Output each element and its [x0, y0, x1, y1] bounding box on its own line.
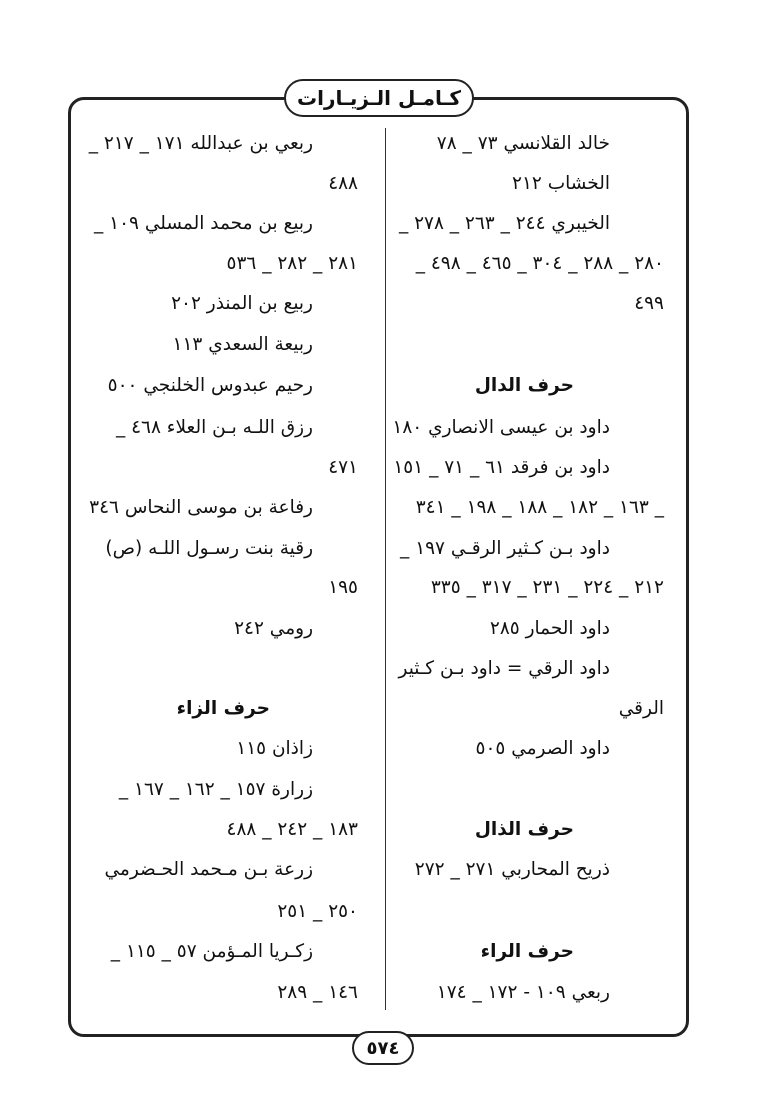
index-entry: زرعة بـن مـحمد الحـضرمي: [104, 859, 313, 880]
index-entry: الخيبري ٢٤٤ _ ٢٦٣ _ ٢٧٨ _: [398, 213, 610, 234]
index-entry-continuation: الرقي: [618, 698, 664, 719]
page-number-badge: [352, 1031, 414, 1065]
index-entry: داود بن فرقد ٦١ _ ٧١ _ ١٥١: [393, 457, 610, 478]
index-entry-continuation: ٢٨٠ _ ٢٨٨ _ ٣٠٤ _ ٤٦٥ _ ٤٩٨ _: [415, 253, 664, 274]
index-entry: ربيع بن محمد المسلي ١٠٩ _: [94, 213, 313, 234]
index-entry-continuation: ٤٧١: [328, 457, 358, 478]
index-entry-continuation: _ ١٦٣ _ ١٨٢ _ ١٨٨ _ ١٩٨ _ ٣٤١: [415, 497, 664, 518]
index-entry: رزق اللـه بـن العلاء ٤٦٨ _: [115, 417, 313, 438]
page-frame: [68, 97, 689, 1037]
index-entry: الخشاب ٢١٢: [512, 173, 610, 194]
index-entry: زرارة ١٥٧ _ ١٦٢ _ ١٦٧ _: [118, 779, 313, 800]
section-heading-dhal: حرف الذال: [474, 819, 574, 840]
index-entry-continuation: ٢٥٠ _ ٢٥١: [277, 901, 358, 922]
section-heading-dal: حرف الدال: [474, 375, 574, 396]
index-entry-continuation: ١٩٥: [328, 577, 358, 598]
index-entry-continuation: ١٨٣ _ ٢٤٢ _ ٤٨٨: [226, 819, 358, 840]
index-entry: خالد القلانسي ٧٣ _ ٧٨: [436, 133, 610, 154]
index-entry: داود بـن كـثير الرقـي ١٩٧ _: [400, 538, 610, 559]
index-entry: ربيع بن المنذر ٢٠٢: [171, 293, 313, 314]
index-entry-continuation: ٢١٢ _ ٢٢٤ _ ٢٣١ _ ٣١٧ _ ٣٣٥: [430, 577, 664, 598]
index-entry-continuation: ١٤٦ _ ٢٨٩: [277, 982, 358, 1003]
index-entry-continuation: ٤٩٩: [634, 293, 664, 314]
index-entry: رحيم عبدوس الخلنجي ٥٠٠: [107, 375, 313, 396]
section-heading-zay: حرف الزاء: [176, 698, 270, 719]
index-entry: ربعي ١٠٩ - ١٧٢ _ ١٧٤: [436, 982, 610, 1003]
section-heading-ra: حرف الراء: [480, 941, 574, 962]
index-entry: ربيعة السعدي ١١٣: [172, 334, 313, 355]
index-entry: رومي ٢٤٢: [234, 618, 313, 639]
index-entry: داود بن عيسى الانصاري ١٨٠: [392, 417, 610, 438]
column-divider: [385, 128, 386, 1010]
index-entry: زاذان ١١٥: [236, 738, 313, 759]
index-entry: ربعي بن عبدالله ١٧١ _ ٢١٧ _: [88, 133, 313, 154]
index-entry-continuation: ٢٨١ _ ٢٨٢ _ ٥٣٦: [226, 253, 358, 274]
book-title: كـامـل الـزيـارات: [297, 86, 461, 110]
index-entry-continuation: ٤٨٨: [328, 173, 358, 194]
index-entry: داود الحمار ٢٨٥: [489, 618, 610, 639]
index-entry: رقية بنت رسـول اللـه (ص): [105, 538, 313, 559]
running-header: [284, 79, 474, 117]
index-entry: زكـريا المـؤمن ٥٧ _ ١١٥ _: [110, 941, 313, 962]
index-entry: داود الصرمي ٥٠٥: [475, 738, 610, 759]
index-entry: داود الرقي = داود بـن كـثير: [398, 658, 610, 679]
index-entry: رفاعة بن موسى النحاس ٣٤٦: [89, 497, 313, 518]
index-entry: ذريح المحاربي ٢٧١ _ ٢٧٢: [414, 859, 610, 880]
page-number: ٥٧٤: [366, 1037, 400, 1059]
